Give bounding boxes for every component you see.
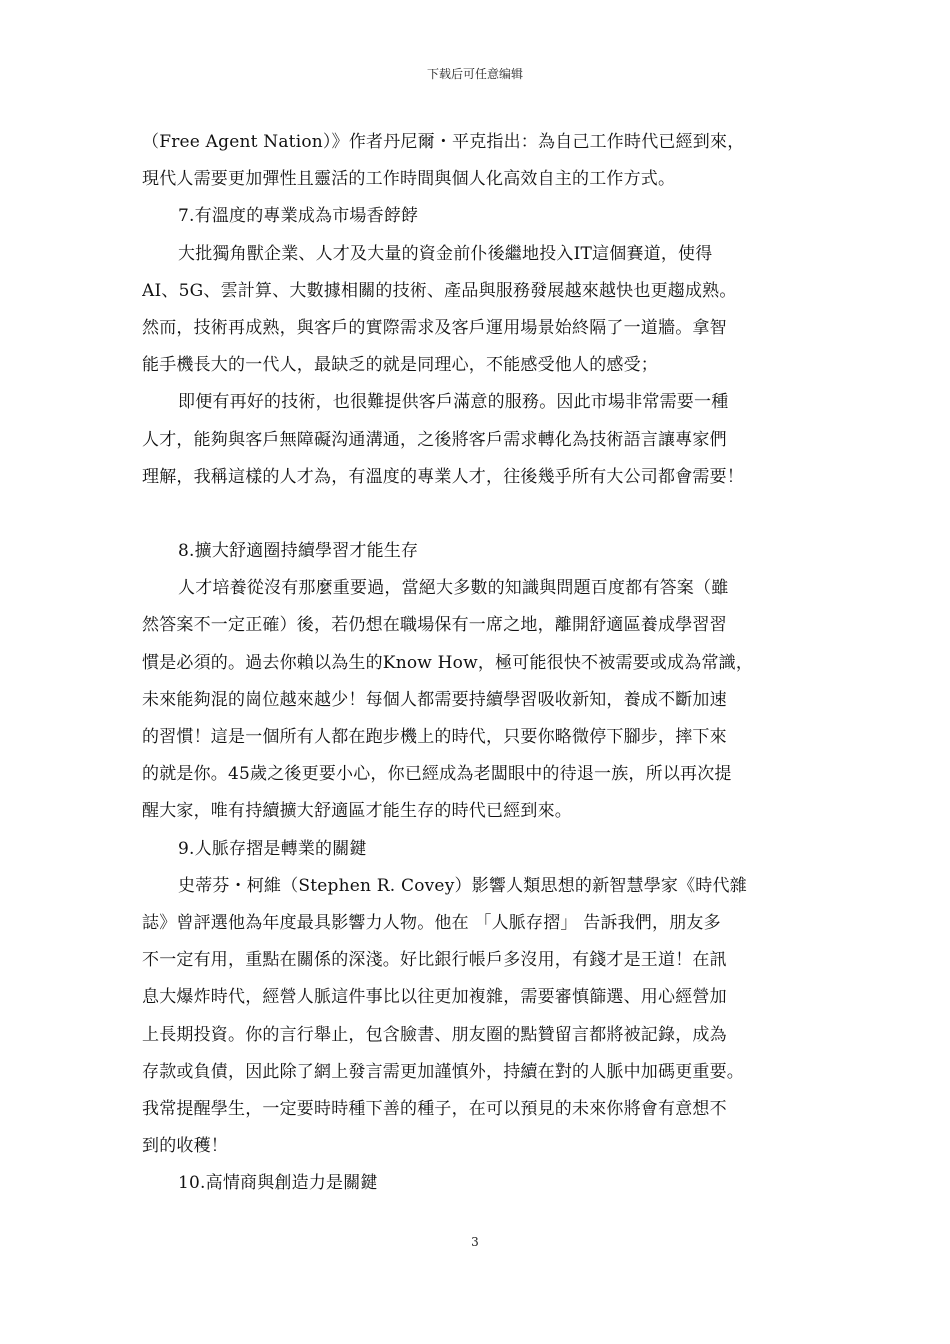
- body-line: 然而，技術再成熟，與客戶的實際需求及客戶運用場景始終隔了一道牆。拿智: [142, 317, 727, 338]
- body-line: 不一定有用，重點在關係的深淺。好比銀行帳戶多沒用，有錢才是王道！在訊: [142, 950, 727, 971]
- body-line: AI、5G、雲計算、大數據相關的技術、產品與服務發展越來越快也更趨成熟。: [142, 280, 737, 301]
- section-heading: 7.有溫度的專業成為市場香餑餑: [178, 206, 419, 227]
- body-line: 現代人需要更加彈性且靈活的工作時間與個人化高效自主的工作方式。: [142, 169, 676, 190]
- page-number: 3: [471, 1235, 479, 1249]
- section-heading: 8.擴大舒適圈持續學習才能生存: [178, 541, 419, 562]
- body-line: 能手機長大的一代人，最缺乏的就是同理心，不能感受他人的感受；: [142, 355, 658, 376]
- body-line: 即便有再好的技術，也很難提供客戶滿意的服務。因此市場非常需要一種: [178, 392, 729, 413]
- body-line: 誌》曾評選他為年度最具影響力人物。他在 「人脈存摺」 告訴我們，朋友多: [142, 912, 721, 933]
- blank-line: [142, 496, 812, 533]
- body-line: 醒大家，唯有持續擴大舒適區才能生存的時代已經到來。: [142, 801, 572, 822]
- body-line: 上長期投資。你的言行舉止，包含臉書、朋友圈的點贊留言都將被記錄，成為: [142, 1024, 727, 1045]
- body-line: 人才，能夠與客戶無障礙沟通溝通，之後將客戶需求轉化為技術語言讓專家們: [142, 429, 727, 450]
- body-line: 的習慣！這是一個所有人都在跑步機上的時代，只要你略微停下腳步，摔下來: [142, 727, 727, 747]
- body-line: 人才培養從沒有那麼重要過，當絕大多數的知識與問題百度都有答案（雖: [178, 578, 729, 599]
- body-line: 理解，我稱這樣的人才為，有溫度的專業人才，往後幾乎所有大公司都會需要！: [142, 466, 744, 487]
- body-line: 存款或負債，因此除了網上發言需更加謹慎外，持續在對的人脈中加碼更重要。: [142, 1061, 744, 1082]
- body-line: 到的收穫！: [142, 1136, 228, 1157]
- body-line: （Free Agent Nation）》作者丹尼爾・平克指出：為自己工作時代已經到來，: [142, 132, 745, 152]
- section-heading: 9.人脈存摺是轉業的關鍵: [178, 838, 367, 859]
- document-body: [142, 124, 812, 1202]
- body-line: 我常提醒學生，一定要時時種下善的種子，在可以預見的未來你將會有意想不: [142, 1098, 727, 1119]
- body-line: 大批獨角獸企業、人才及大量的資金前仆後繼地投入IT這個賽道，使得: [178, 243, 713, 264]
- section-heading: 10.高情商與創造力是關鍵: [178, 1173, 378, 1194]
- body-line: 慣是必須的。過去你賴以為生的Know How，極可能很快不被需要或成為常識，: [142, 652, 754, 673]
- page-header: 下载后可任意编辑: [426, 67, 523, 81]
- body-line: 然答案不一定正確）後，若仍想在職場保有一席之地，離開舒適區養成學習習: [142, 615, 727, 636]
- body-line: 息大爆炸時代，經營人脈這件事比以往更加複雜，需要審慎篩選、用心經營加: [142, 987, 727, 1008]
- body-line: 的就是你。45歲之後更要小心，你已經成為老闆眼中的待退一族，所以再次提: [142, 764, 732, 785]
- body-line: 史蒂芬・柯維（Stephen R. Covey）影響人類思想的新智慧學家《時代雜: [178, 875, 747, 896]
- body-line: 未來能夠混的崗位越來越少！每個人都需要持續學習吸收新知，養成不斷加速: [142, 689, 727, 710]
